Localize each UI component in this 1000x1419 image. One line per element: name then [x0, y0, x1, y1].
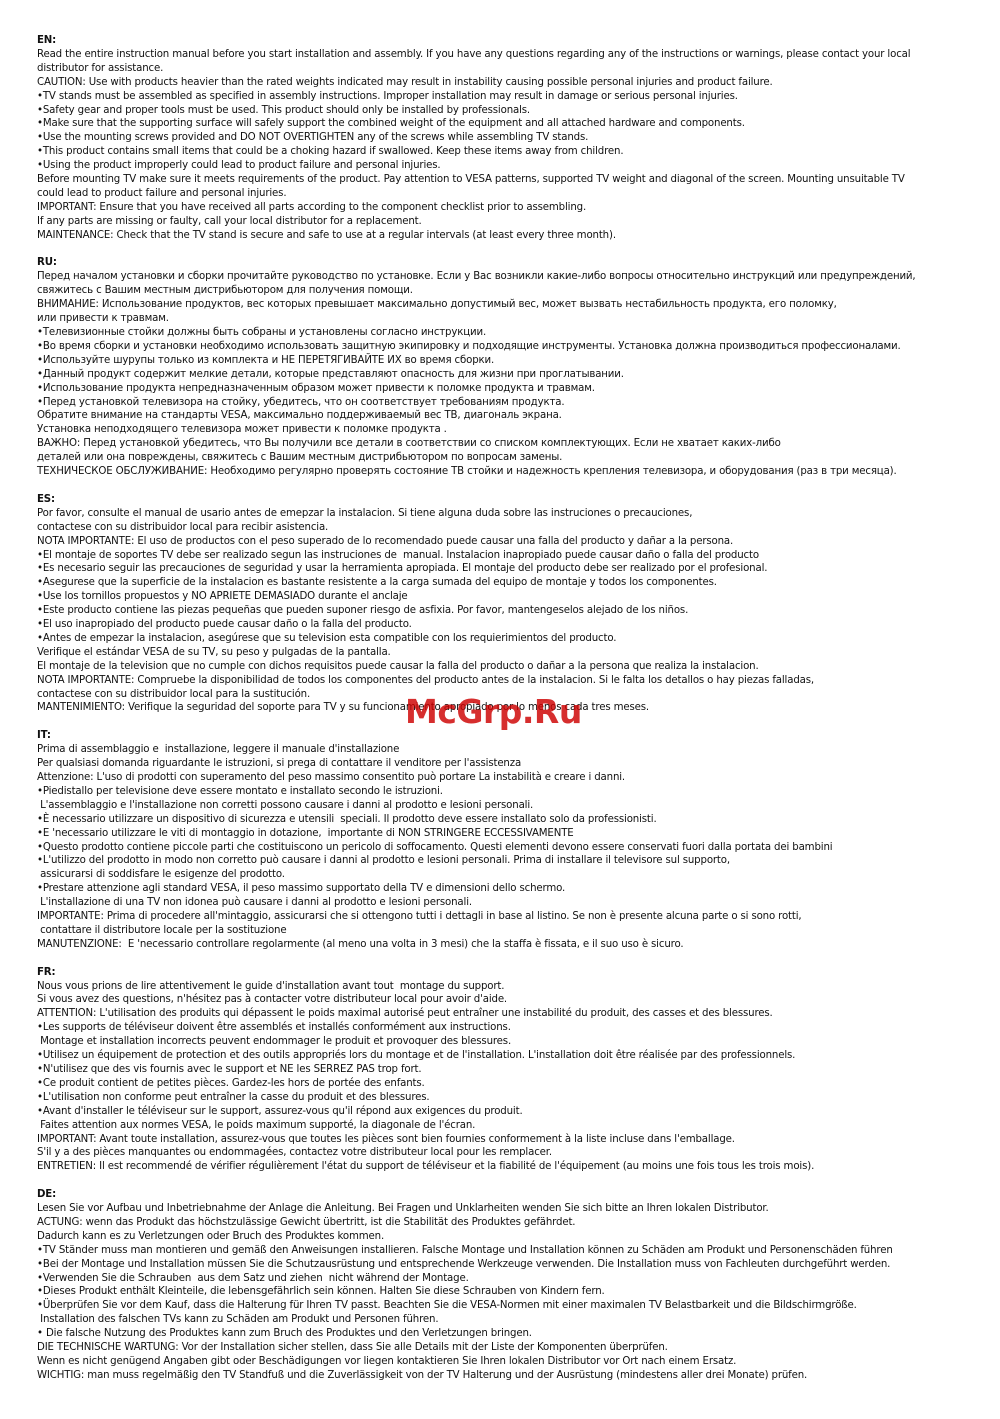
text-line: •È necessario utilizzare un dispositivo di sicurezza e utensili speciali. Il prodotto deve essere installato solo da professionisti.: [37, 813, 657, 825]
text-line: Faites attention aux normes VESA, le poids maximum supporté, la diagonale de l'écran.: [37, 1119, 476, 1131]
section-it: [37, 729, 977, 952]
text-line: Read the entire instruction manual before you start installation and assembly. If you have any questions regarding any of the instructions or warnings, please contact your local: [37, 48, 911, 60]
text-line: ТЕХНИЧЕСКОЕ ОБСЛУЖИВАНИЕ: Необходимо регулярно проверять состояние ТВ стойки и надежность крепления телевизора, и оборудования (раз в три месяца).: [37, 466, 897, 478]
text-line: NOTA IMPORTANTE: Compruebe la disponibilidad de todos los componentes del producto antes de la instalacion. Si le falta los detallos o hay piezas falladas,: [37, 674, 814, 686]
text-line: деталей или она повреждены, свяжитесь с Вашим местным дистрибьютором по вопросам замены.: [37, 452, 563, 464]
text-line: •Use the mounting screws provided and DO NOT OVERTIGHTEN any of the screws while assembling TV stands.: [37, 132, 589, 144]
text-line: •Использование продукта непредназначенным образом может привести к поломке продукта и травмам.: [37, 382, 595, 394]
text-line: Montage et installation incorrects peuvent endommager le produit et provoquer des blessures.: [37, 1036, 512, 1048]
section-body: [37, 1202, 977, 1383]
text-line: •Данный продукт содержит мелкие детали, которые представляют опасность для жизни при проглатывании.: [37, 368, 624, 380]
text-line: •Make sure that the supporting surface will safely support the combined weight of the equipment and all attached hardware and components.: [37, 118, 745, 130]
section-de: [37, 1188, 977, 1383]
text-line: could lead to product failure and personal injuries.: [37, 187, 287, 199]
text-line: •Во время сборки и установки необходимо использовать защитную экипировку и подходящие инструменты. Установка должна производиться профессионалами.: [37, 340, 901, 352]
text-line: •Verwenden Sie die Schrauben aus dem Satz und ziehen nicht während der Montage.: [37, 1272, 469, 1284]
text-line: •Используйте шурупы только из комплекта и НЕ ПЕРЕТЯГИВАЙТЕ ИХ во время сборки.: [37, 354, 495, 366]
text-line: Attenzione: L'uso di prodotti con superamento del peso massimo consentito può portare La instabilità e creare i danni.: [37, 771, 626, 783]
section-body: [37, 980, 977, 1175]
text-line: •Перед установкой телевизора на стойку, убедитесь, что он соответствует требованиям продукта.: [37, 396, 565, 408]
text-line: CAUTION: Use with products heavier than the rated weights indicated may result in instability causing possible personal injuries and product failure.: [37, 76, 773, 88]
text-line: Nous vous prions de lire attentivement le guide d'installation avant tout montage du support.: [37, 980, 505, 992]
text-line: •Dieses Produkt enthält Kleinteile, die lebensgefährlich sein können. Halten Sie diese Schrauben von Kindern fern.: [37, 1286, 605, 1298]
text-line: свяжитесь с Вашим местным дистрибьютором для получения помощи.: [37, 285, 413, 297]
text-line: или привести к травмам.: [37, 313, 169, 325]
text-line: •Prestare attenzione agli standard VESA, il peso massimo supportato della TV e dimensioni dello schermo.: [37, 883, 566, 895]
text-line: •Safety gear and proper tools must be used. This product should only be installed by professionals.: [37, 104, 531, 116]
text-line: ВАЖНО: Перед установкой убедитесь, что Вы получили все детали в соответствии со списком комплектующих. Если не хватает каких-либо: [37, 438, 781, 450]
text-line: •Asegurese que la superficie de la instalacion es bastante resistente a la carga sumada del equipo de montaje y todos los componentes.: [37, 577, 717, 589]
section-title: IT:: [37, 730, 51, 742]
text-line: Обратите внимание на стандарты VESA, максимально поддерживаемый вес ТВ, диагональ экрана.: [37, 410, 562, 422]
text-line: L'assemblaggio e l'installazione non corretti possono causare i danni al prodotto e lesioni personali.: [37, 799, 534, 811]
text-line: Wenn es nicht genügend Angaben gibt oder Beschädigungen vor liegen kontaktieren Sie Ihren lokalen Distributor vor Ort nach einem Ersatz.: [37, 1356, 737, 1368]
text-line: contactese con su distribuidor local para la sustitución.: [37, 688, 311, 700]
text-line: •Questo prodotto contiene piccole parti che costituiscono un pericolo di soffocamento. Questi elementi devono essere conservati fuori dalla portata dei bambini: [37, 841, 833, 853]
text-line: L'installazione di una TV non idonea può causare i danni al prodotto e lesioni personali.: [37, 897, 472, 909]
section-title: FR:: [37, 966, 56, 978]
watermark: McGrp.Ru: [405, 692, 582, 731]
text-line: •N'utilisez que des vis fournis avec le support et NE les SERREZ PAS trop fort.: [37, 1064, 422, 1075]
text-line: Установка неподходящего телевизора может привести к поломке продукта .: [37, 424, 447, 436]
text-line: •Piedistallo per televisione deve essere montato e installato secondo le istruzioni.: [37, 785, 443, 797]
text-line: NOTA IMPORTANTE: El uso de productos con el peso superado de lo recomendado puede causar una falla del producto y dañar a la persona.: [37, 535, 734, 547]
text-line: Si vous avez des questions, n'hésitez pas à contacter votre distributeur local pour avoir d'aide.: [37, 994, 508, 1006]
text-line: Per qualsiasi domanda riguardante le istruzioni, si prega di contattare il venditore per l'assistenza: [37, 758, 522, 770]
text-line: ВНИМАНИЕ: Использование продуктов, вес которых превышает максимально допустимый вес, может вызвать нестабильность продукта, его поломку,: [37, 299, 837, 311]
text-line: ATTENTION: L'utilisation des produits qui dépassent le poids maximal autorisé peut entraîner une instabilité du produit, des casses et des blessures.: [37, 1008, 773, 1020]
text-line: • Die falsche Nutzung des Produktes kann zum Bruch des Produktes und den Verletzungen bringen.: [37, 1328, 532, 1340]
text-line: Перед началом установки и сборки прочитайте руководство по установке. Если у Вас возникли какие-либо вопросы относительно инструкций или предупреждений,: [37, 271, 916, 283]
text-line: S'il y a des pièces manquantes ou endommagées, contactez votre distributeur local pour les remplacer.: [37, 1147, 552, 1159]
text-line: ENTRETIEN: Il est recommendé de vérifier régulièrement l'état du support de téléviseur et la fiabilité de l'équipement (au moins une fois tous les trois mois).: [37, 1161, 815, 1173]
section-title: DE:: [37, 1189, 57, 1201]
text-line: MANUTENZIONE: E 'necessario controllare regolarmente (al meno una volta in 3 mesi) che la staffa è fissata, e il suo uso è sicuro.: [37, 938, 684, 950]
text-line: •TV Ständer muss man montieren und gemäß den Anweisungen installieren. Falsche Montage und Installation können zu Schäden am Produkt und Personenschäden führen: [37, 1244, 893, 1256]
text-line: distributor for assistance.: [37, 62, 164, 74]
text-line: El montaje de la television que no cumple con dichos requisitos puede causar la falla del producto o dañar a la persona que realiza la instalacion.: [37, 660, 759, 672]
text-line: •This product contains small items that could be a choking hazard if swallowed. Keep these items away from children.: [37, 146, 624, 158]
text-line: •Bei der Montage und Installation müssen Sie die Schutzausrüstung und entsprechende Werkzeuge verwenden. Die Installation muss von Fachleuten durchgeführt werden.: [37, 1258, 891, 1270]
text-line: IMPORTANT: Avant toute installation, assurez-vous que toutes les pièces sont bien fournies conformement à la liste incluse dans l'emballage.: [37, 1133, 735, 1145]
text-line: Prima di assemblaggio e installazione, leggere il manuale d'installazione: [37, 744, 400, 756]
section-body: [37, 743, 977, 952]
text-line: •Телевизионные стойки должны быть собраны и установлены согласно инструкции.: [37, 327, 487, 339]
text-line: contattare il distributore locale per la sostituzione: [37, 924, 287, 936]
section-fr: [37, 966, 977, 1175]
text-line: •Use los tornillos propuestos y NO APRIETE DEMASIADO durante el anclaje: [37, 591, 408, 603]
text-line: WICHTIG: man muss regelmäßig den TV Standfuß und die Zuverlässigkeit von der TV Halterung und der Ausrüstung (mindestens aller drei Monate) prüfen.: [37, 1369, 808, 1381]
section-ru: [37, 256, 977, 479]
section-body: [37, 507, 977, 716]
section-body: [37, 270, 977, 479]
text-line: •Using the product improperly could lead to product failure and personal injuries.: [37, 160, 441, 172]
text-line: MANTENIMIENTO: Verifique la seguridad del soporte para TV y su funcionamiento apropiado por lo menos cada tres meses.: [37, 702, 649, 714]
section-title: ES:: [37, 493, 55, 505]
text-line: •Les supports de téléviseur doivent être assemblés et installés conformément aux instructions.: [37, 1022, 511, 1034]
text-line: •Utilisez un équipement de protection et des outils appropriés lors du montage et de l'installation. L'installation doit être réalisée par des professionnels.: [37, 1050, 796, 1062]
section-body: [37, 48, 977, 243]
section-title: EN:: [37, 35, 57, 46]
text-line: •L'utilisation non conforme peut entraîner la casse du produit et des blessures.: [37, 1091, 430, 1103]
section-es: [37, 493, 977, 716]
text-line: Lesen Sie vor Aufbau und Inbetriebnahme der Anlage die Anleitung. Bei Fragen und Unklarheiten wenden Sie sich bitte an Ihren lokalen Distributor.: [37, 1203, 769, 1215]
text-line: •TV stands must be assembled as specified in assembly instructions. Improper installation may result in damage or serious personal injuries.: [37, 90, 738, 102]
section-en: [37, 34, 977, 243]
text-line: contactese con su distribuidor local para recibir asistencia.: [37, 521, 329, 533]
text-line: •El montaje de soportes TV debe ser realizado segun las instruciones de manual. Instalacion inapropiado puede causar daño o falla del producto: [37, 549, 759, 561]
text-line: •Antes de empezar la instalacion, asegúrese que su television esta compatible con los requierimientos del producto.: [37, 632, 617, 644]
text-line: •El uso inapropiado del producto puede causar daño o la falla del producto.: [37, 619, 412, 631]
text-line: assicurarsi di soddisfare le esigenze del prodotto.: [37, 869, 285, 881]
text-line: DIE TECHNISCHE WARTUNG: Vor der Installation sicher stellen, dass Sie alle Details mit der Liste der Komponenten überprüfen.: [37, 1342, 668, 1354]
text-line: •Es necesario seguir las precauciones de seguridad y usar la herramienta apropiada. El montaje del producto debe ser realizado por el profesional.: [37, 563, 768, 575]
text-line: If any parts are missing or faulty, call your local distributor for a replacement.: [37, 215, 422, 227]
text-line: •Ce produit contient de petites pièces. Gardez-les hors de portée des enfants.: [37, 1077, 425, 1089]
text-line: IMPORTANT: Ensure that you have received all parts according to the component checklist prior to assembling.: [37, 201, 587, 213]
text-line: ACTUNG: wenn das Produkt das höchstzulässige Gewicht übertritt, ist die Stabilität des Produktes gefährdet.: [37, 1216, 576, 1228]
text-line: •E 'necessario utilizzare le viti di montaggio in dotazione, importante di NON STRINGERE ECCESSIVAMENTE: [37, 827, 574, 839]
text-line: •Überprüfen Sie vor dem Kauf, dass die Halterung für Ihren TV passt. Beachten Sie die VESA-Normen mit einer maximalen TV Belastbarkeit und die Bildschirmgröße.: [37, 1300, 857, 1312]
text-line: Por favor, consulte el manual de usario antes de emepzar la instalacion. Si tiene alguna duda sobre las instruciones o precauciones,: [37, 507, 693, 519]
text-line: •Este producto contiene las piezas pequeñas que pueden suponer riesgo de asfixia. Por favor, mantengeselos alejado de los niños.: [37, 605, 689, 617]
text-line: IMPORTANTE: Prima di procedere all'mintaggio, assicurarsi che si ottengono tutti i dettagli in base al listino. Se non è presente alcuna parte o si sono rotti,: [37, 911, 802, 923]
text-line: Verifique el estándar VESA de su TV, su peso y pulgadas de la pantalla.: [37, 646, 391, 658]
text-line: MAINTENANCE: Check that the TV stand is secure and safe to use at a regular intervals (at least every three month).: [37, 229, 616, 241]
section-title: RU:: [37, 257, 57, 269]
text-line: •L'utilizzo del prodotto in modo non corretto può causare i danni al prodotto e lesioni personali. Prima di installare il televisore sul supporto,: [37, 855, 730, 867]
text-line: •Avant d'installer le téléviseur sur le support, assurez-vous qu'il répond aux exigences du produit.: [37, 1105, 523, 1117]
text-line: Before mounting TV make sure it meets requirements of the product. Pay attention to VESA patterns, supported TV weight and diagonal of the screen. Mounting unsuitable TV: [37, 174, 905, 186]
text-line: Dadurch kann es zu Verletzungen oder Bruch des Produktes kommen.: [37, 1230, 385, 1242]
text-line: Installation des falschen TVs kann zu Schäden am Produkt und Personen führen.: [37, 1314, 439, 1326]
